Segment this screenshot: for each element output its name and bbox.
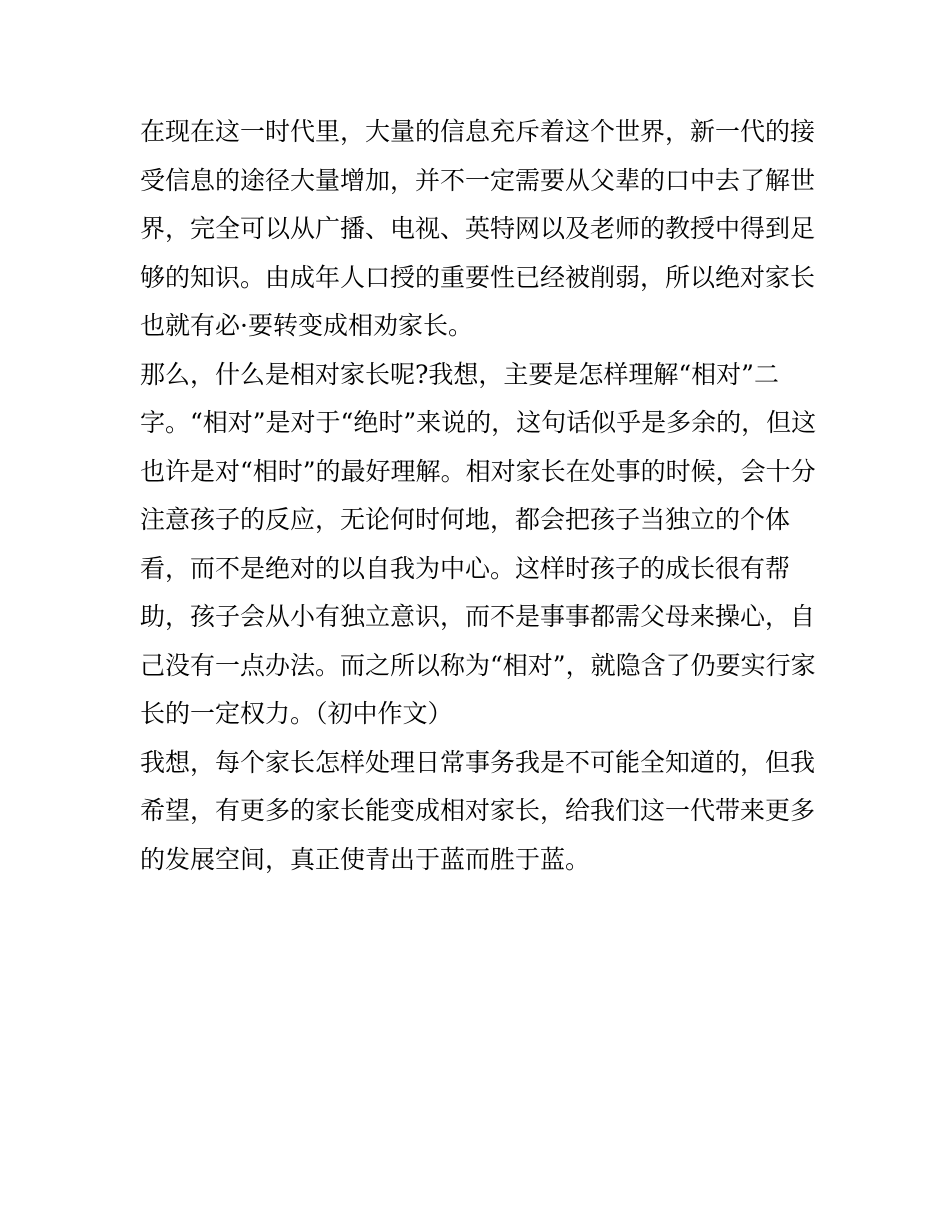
text-line: 我想，每个家长怎样处理日常事务我是不可能全知道的，但我 [140,747,816,777]
text-line: 够的知识。由成年人口授的重要性已经被削弱，所以绝对家长 [140,262,816,292]
paragraph-3 [140,739,820,885]
text-line: 也就有必·要转变成相劝家长。 [140,311,473,340]
paragraph-2 [140,351,820,739]
text-line: 的发展空间，真正使青出于蓝而胜于蓝。 [140,844,591,874]
text-line: 长的一定权力。（初中作文） [140,699,453,728]
text-line: 希望，有更多的家长能变成相对家长，给我们这一代带来更多 [140,796,816,825]
text-line: 在现在这一时代里，大量的信息充斥着这个世界，新一代的接 [140,117,816,146]
text-line: 界，完全可以从广播、电视、英特网以及老师的教授中得到足 [140,214,816,243]
text-line: 看，而不是绝对的以自我为中心。这样时孩子的成长很有帮 [140,553,791,583]
paragraph-1 [140,108,820,351]
text-line: 那么，什么是相对家长呢?我想，主要是怎样理解“相对”二 [140,359,779,389]
text-line: 受信息的途径大量增加，并不一定需要从父辈的口中去了解世 [140,165,816,195]
document-body [140,108,820,884]
text-line: 助，孩子会从小有独立意识，而不是事事都需父母来操心，自 [140,602,816,631]
text-line: 注意孩子的反应，无论何时何地，都会把孩子当独立的个体 [140,505,791,534]
text-line: 己没有一点办法。而之所以称为“相对”，就隐含了仍要实行家 [140,650,816,680]
text-line: 字。“相对”是对于“绝时”来说的，这句话似乎是多余的，但这 [140,408,817,437]
text-line: 也许是对“相时”的最好理解。相对家长在处事的时候，会十分 [140,456,816,486]
